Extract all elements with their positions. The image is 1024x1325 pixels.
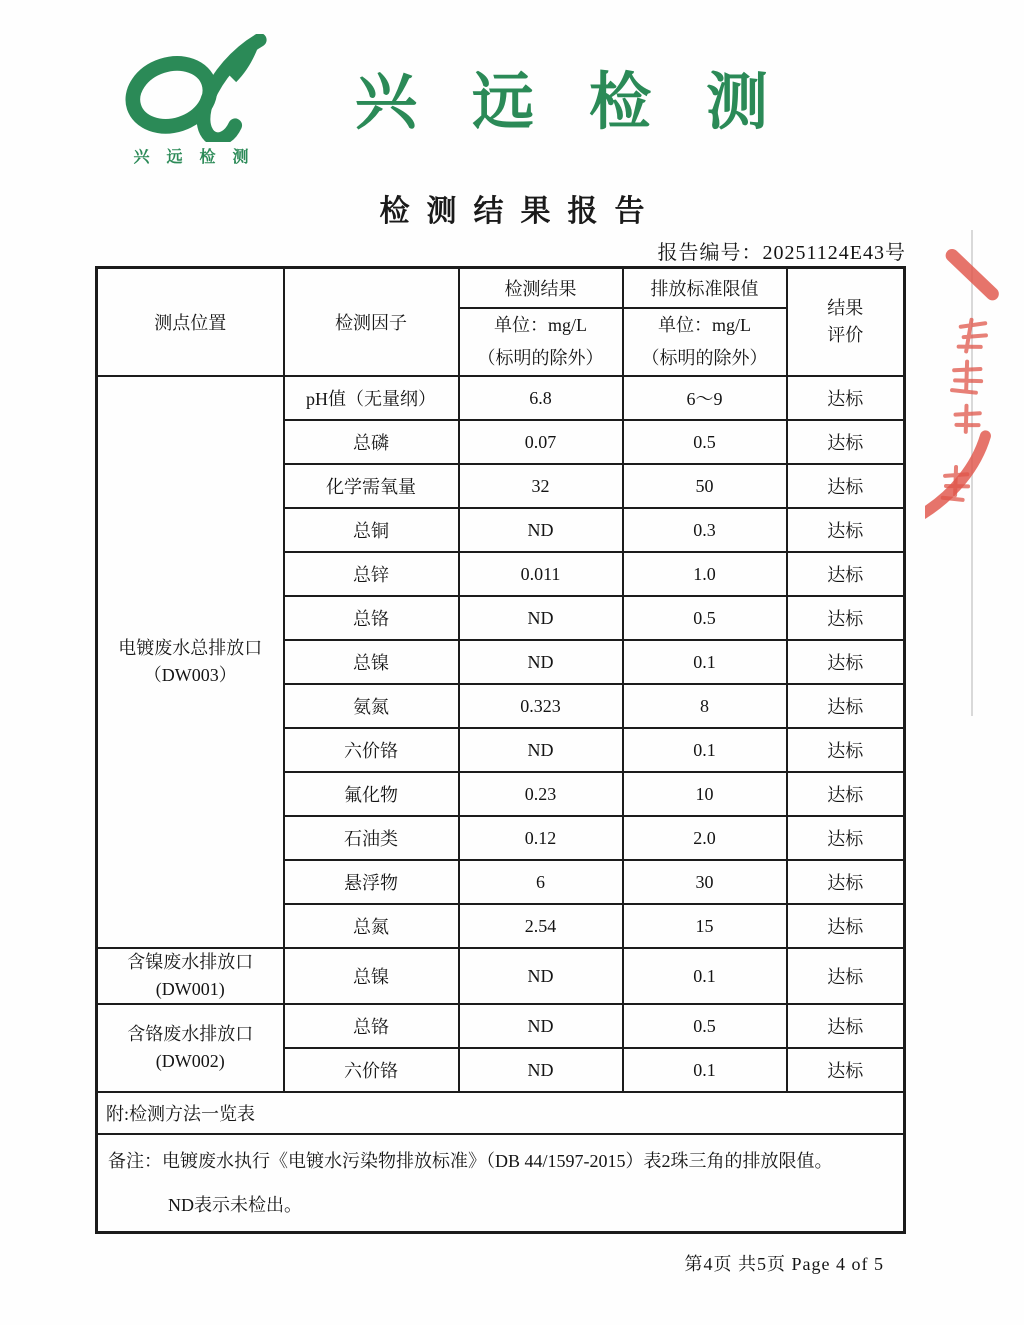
evaluation-cell: 达标 bbox=[787, 772, 905, 816]
report-number-value: 20251124E43号 bbox=[762, 242, 906, 264]
evaluation-cell: 达标 bbox=[787, 376, 905, 420]
location-line-1: 电镀废水总排放口 bbox=[118, 638, 263, 659]
evaluation-cell: 达标 bbox=[787, 464, 905, 508]
factor-cell: 总镍 bbox=[284, 948, 459, 1004]
logo-caption: 兴远检测 bbox=[133, 149, 266, 166]
limit-cell: 0.1 bbox=[623, 1048, 787, 1092]
note-cell bbox=[97, 1134, 905, 1233]
limit-cell: 30 bbox=[623, 860, 787, 904]
appendix-cell: 附:检测方法一览表 bbox=[97, 1092, 905, 1134]
result-cell: ND bbox=[459, 1048, 623, 1092]
paging-seal-stamp-icon bbox=[925, 232, 1015, 532]
evaluation-cell: 达标 bbox=[787, 508, 905, 552]
factor-cell: 化学需氧量 bbox=[284, 464, 459, 508]
brand-title: 兴远检测 bbox=[355, 69, 824, 137]
limit-cell: 8 bbox=[623, 684, 787, 728]
result-cell: 0.07 bbox=[459, 420, 623, 464]
result-cell: ND bbox=[459, 596, 623, 640]
limit-cell: 15 bbox=[623, 904, 787, 948]
factor-cell: 六价铬 bbox=[284, 1048, 459, 1092]
evaluation-cell: 达标 bbox=[787, 860, 905, 904]
result-cell: 0.323 bbox=[459, 684, 623, 728]
location-line-2: (DW002) bbox=[155, 1051, 225, 1072]
evaluation-header-line-2: 评价 bbox=[827, 325, 864, 346]
factor-cell: 总铬 bbox=[284, 1004, 459, 1048]
result-unit-header bbox=[459, 308, 623, 377]
result-cell: 0.23 bbox=[459, 772, 623, 816]
location-line-1: 含铬废水排放口 bbox=[127, 1024, 254, 1045]
table-row bbox=[97, 1004, 905, 1048]
factor-cell: 氨氮 bbox=[284, 684, 459, 728]
limit-cell: 0.1 bbox=[623, 728, 787, 772]
result-cell: 0.12 bbox=[459, 816, 623, 860]
table-row bbox=[97, 376, 905, 420]
factor-cell: 六价铬 bbox=[284, 728, 459, 772]
unit-line-2: （标明的除外） bbox=[477, 347, 604, 368]
result-cell: 32 bbox=[459, 464, 623, 508]
table-row bbox=[97, 948, 905, 1004]
limit-cell: 0.5 bbox=[623, 1004, 787, 1048]
location-line-2: (DW001) bbox=[155, 979, 225, 1000]
evaluation-cell: 达标 bbox=[787, 948, 905, 1004]
result-cell: 0.011 bbox=[459, 552, 623, 596]
location-line-2: （DW003） bbox=[143, 665, 237, 686]
evaluation-cell: 达标 bbox=[787, 684, 905, 728]
location-cell bbox=[97, 948, 284, 1004]
appendix-row bbox=[97, 1092, 905, 1134]
col-header-location: 测点位置 bbox=[97, 268, 284, 377]
unit-line-2: （标明的除外） bbox=[641, 347, 768, 368]
note-line-2: ND表示未检出。 bbox=[168, 1195, 302, 1216]
evaluation-header-line-1: 结果 bbox=[827, 298, 864, 319]
location-line-1: 含镍废水排放口 bbox=[127, 952, 254, 973]
evaluation-cell: 达标 bbox=[787, 816, 905, 860]
factor-cell: 总镍 bbox=[284, 640, 459, 684]
limit-cell: 0.3 bbox=[623, 508, 787, 552]
result-cell: 6.8 bbox=[459, 376, 623, 420]
result-cell: 2.54 bbox=[459, 904, 623, 948]
factor-cell: 总磷 bbox=[284, 420, 459, 464]
alpha-logo-icon bbox=[111, 34, 271, 142]
location-cell bbox=[97, 376, 284, 948]
limit-cell: 0.1 bbox=[623, 640, 787, 684]
page-title: 检测结果报告 bbox=[379, 195, 662, 228]
col-header-result: 检测结果 bbox=[459, 268, 623, 308]
limit-cell: 10 bbox=[623, 772, 787, 816]
factor-cell: pH值（无量纲） bbox=[284, 376, 459, 420]
table-header-row-1 bbox=[97, 268, 905, 308]
result-cell: ND bbox=[459, 948, 623, 1004]
factor-cell: 总锌 bbox=[284, 552, 459, 596]
col-header-factor: 检测因子 bbox=[284, 268, 459, 377]
company-logo bbox=[106, 34, 276, 167]
evaluation-cell: 达标 bbox=[787, 728, 905, 772]
page-number: 第4页 共5页 Page 4 of 5 bbox=[684, 1254, 884, 1274]
factor-cell: 石油类 bbox=[284, 816, 459, 860]
unit-line-1: 单位：mg/L bbox=[658, 314, 751, 335]
factor-cell: 总铬 bbox=[284, 596, 459, 640]
evaluation-cell: 达标 bbox=[787, 1048, 905, 1092]
factor-cell: 总铜 bbox=[284, 508, 459, 552]
report-number bbox=[0, 236, 906, 265]
note-line-1: 备注：电镀废水执行《电镀水污染物排放标准》（DB 44/1597-2015）表2珠三角的排放限值。 bbox=[108, 1151, 833, 1172]
evaluation-cell: 达标 bbox=[787, 596, 905, 640]
result-cell: 6 bbox=[459, 860, 623, 904]
evaluation-cell: 达标 bbox=[787, 420, 905, 464]
evaluation-cell: 达标 bbox=[787, 904, 905, 948]
evaluation-cell: 达标 bbox=[787, 1004, 905, 1048]
limit-unit-header bbox=[623, 308, 787, 377]
limit-cell: 0.5 bbox=[623, 596, 787, 640]
limit-cell: 0.5 bbox=[623, 420, 787, 464]
evaluation-cell: 达标 bbox=[787, 640, 905, 684]
unit-line-1: 单位：mg/L bbox=[494, 314, 587, 335]
limit-cell: 6～9 bbox=[623, 376, 787, 420]
result-cell: ND bbox=[459, 508, 623, 552]
limit-cell: 50 bbox=[623, 464, 787, 508]
factor-cell: 悬浮物 bbox=[284, 860, 459, 904]
note-row bbox=[97, 1134, 905, 1233]
evaluation-cell: 达标 bbox=[787, 552, 905, 596]
limit-cell: 1.0 bbox=[623, 552, 787, 596]
result-cell: ND bbox=[459, 728, 623, 772]
location-cell bbox=[97, 1004, 284, 1092]
result-cell: ND bbox=[459, 1004, 623, 1048]
col-header-evaluation bbox=[787, 268, 905, 377]
limit-cell: 2.0 bbox=[623, 816, 787, 860]
col-header-limit: 排放标准限值 bbox=[623, 268, 787, 308]
results-table-body bbox=[97, 376, 905, 1092]
result-cell: ND bbox=[459, 640, 623, 684]
limit-cell: 0.1 bbox=[623, 948, 787, 1004]
table-footer-rows bbox=[97, 1092, 905, 1233]
results-table bbox=[95, 266, 906, 1234]
factor-cell: 氟化物 bbox=[284, 772, 459, 816]
report-number-label: 报告编号： bbox=[657, 242, 763, 264]
factor-cell: 总氮 bbox=[284, 904, 459, 948]
